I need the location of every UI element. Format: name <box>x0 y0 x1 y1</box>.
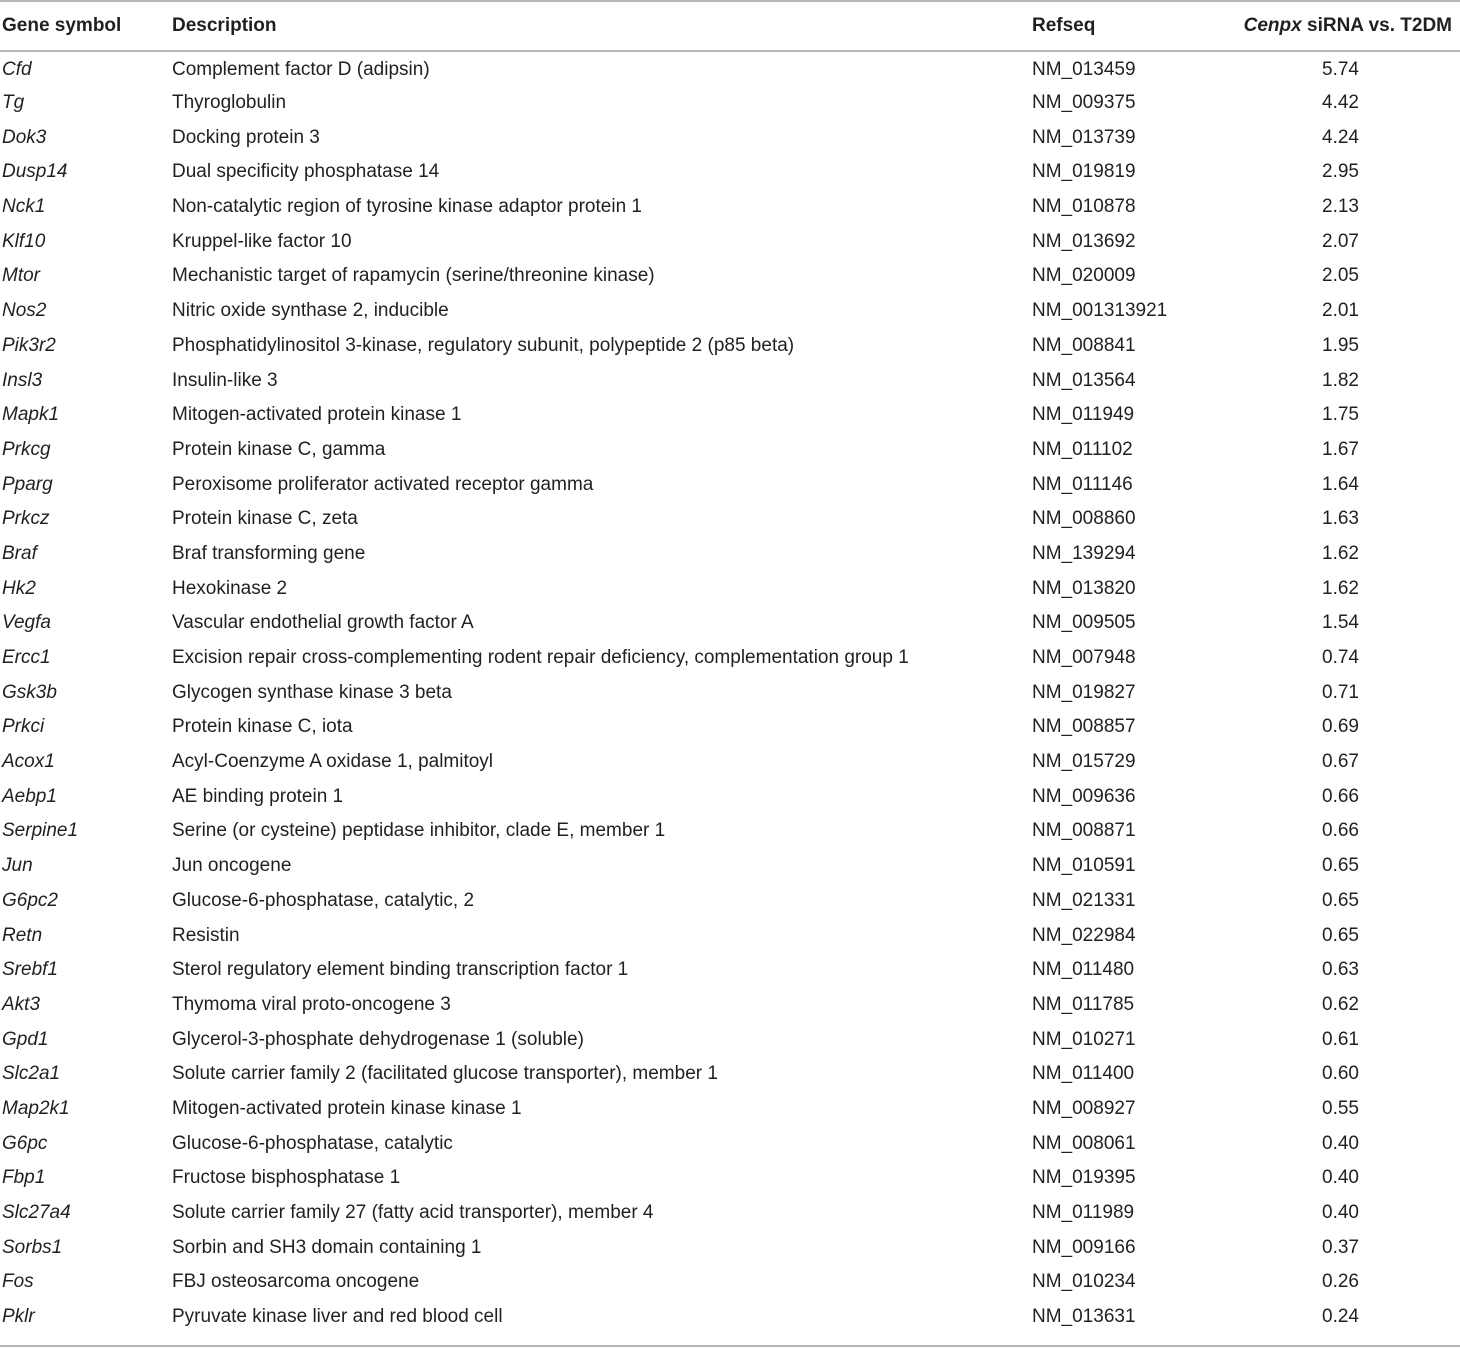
table-row <box>0 606 1460 641</box>
description-cell: Mitogen-activated protein kinase 1 <box>172 404 462 426</box>
header-fold-change <box>1228 1 1460 51</box>
gene-symbol-cell: Mtor <box>2 265 40 287</box>
description-cell: Serine (or cysteine) peptidase inhibitor, clade E, member 1 <box>172 820 666 842</box>
fold-change-cell: 0.40 <box>1322 1132 1359 1154</box>
refseq-cell: NM_008860 <box>1032 508 1136 530</box>
fold-change-cell: 0.67 <box>1322 751 1359 773</box>
fold-change-cell: 1.62 <box>1322 542 1359 564</box>
gene-symbol-cell: Prkcg <box>2 438 51 460</box>
gene-symbol-cell: Hk2 <box>2 577 36 599</box>
description-cell: Non-catalytic region of tyrosine kinase adaptor protein 1 <box>172 196 642 218</box>
refseq-cell: NM_011480 <box>1032 959 1135 981</box>
gene-symbol-cell: Nos2 <box>2 300 47 322</box>
refseq-cell: NM_013564 <box>1032 369 1136 391</box>
gene-symbol-cell: Pik3r2 <box>2 334 56 356</box>
gene-symbol-cell: Sorbs1 <box>2 1236 63 1258</box>
gene-symbol-cell: Akt3 <box>2 993 41 1015</box>
description-cell: Thyroglobulin <box>172 92 287 114</box>
description-cell: Protein kinase C, iota <box>172 716 353 738</box>
refseq-cell: NM_020009 <box>1032 265 1136 287</box>
table-row <box>0 884 1460 919</box>
description-cell: Pyruvate kinase liver and red blood cell <box>172 1306 503 1328</box>
fold-change-cell: 1.54 <box>1322 612 1359 634</box>
fold-change-cell: 1.63 <box>1322 508 1359 530</box>
table-body <box>0 51 1460 1334</box>
gene-symbol-cell: Fbp1 <box>2 1167 46 1189</box>
description-cell: Thymoma viral proto-oncogene 3 <box>172 993 451 1015</box>
gene-symbol-cell: Klf10 <box>2 230 46 252</box>
refseq-cell: NM_010591 <box>1032 855 1136 877</box>
table-row <box>0 51 1460 86</box>
fold-change-cell: 0.69 <box>1322 716 1359 738</box>
fold-change-cell: 2.01 <box>1322 300 1359 322</box>
refseq-cell: NM_015729 <box>1032 751 1136 773</box>
table-row <box>0 259 1460 294</box>
fold-change-cell: 1.95 <box>1322 334 1359 356</box>
header-description: Description <box>172 1 1032 51</box>
gene-symbol-cell: Serpine1 <box>2 820 79 842</box>
gene-symbol-cell: Aebp1 <box>2 785 57 807</box>
refseq-cell: NM_001313921 <box>1032 300 1168 322</box>
table-row <box>0 155 1460 190</box>
description-cell: Glucose-6-phosphatase, catalytic, 2 <box>172 889 475 911</box>
table-row <box>0 190 1460 225</box>
refseq-cell: NM_013631 <box>1032 1306 1136 1328</box>
table-row <box>0 1092 1460 1127</box>
fold-change-cell: 1.75 <box>1322 404 1359 426</box>
gene-symbol-cell: Dok3 <box>2 126 47 148</box>
fold-change-cell: 5.74 <box>1322 58 1359 80</box>
table-row <box>0 1230 1460 1265</box>
refseq-cell: NM_011989 <box>1032 1202 1135 1224</box>
fold-change-cell: 0.66 <box>1322 820 1359 842</box>
description-cell: Complement factor D (adipsin) <box>172 58 430 80</box>
fold-change-cell: 4.24 <box>1322 126 1359 148</box>
fold-change-cell: 2.07 <box>1322 230 1359 252</box>
fold-change-cell: 1.62 <box>1322 577 1359 599</box>
header-fold-change-gene: Cenpx <box>1243 15 1302 36</box>
description-cell: Protein kinase C, zeta <box>172 508 358 530</box>
refseq-cell: NM_139294 <box>1032 542 1136 564</box>
table-row <box>0 433 1460 468</box>
refseq-cell: NM_009505 <box>1032 612 1136 634</box>
refseq-cell: NM_013820 <box>1032 577 1136 599</box>
table-row <box>0 1265 1460 1300</box>
description-cell: FBJ osteosarcoma oncogene <box>172 1271 420 1293</box>
table-row <box>0 224 1460 259</box>
description-cell: Excision repair cross-complementing rodent repair deficiency, complementation group 1 <box>172 647 909 669</box>
refseq-cell: NM_013459 <box>1032 58 1136 80</box>
table-row <box>0 675 1460 710</box>
fold-change-cell: 0.24 <box>1322 1306 1359 1328</box>
fold-change-cell: 0.63 <box>1322 959 1359 981</box>
gene-symbol-cell: Gsk3b <box>2 681 57 703</box>
description-cell: Resistin <box>172 924 240 946</box>
refseq-cell: NM_008857 <box>1032 716 1136 738</box>
refseq-cell: NM_010271 <box>1032 1028 1136 1050</box>
table-row <box>0 1057 1460 1092</box>
fold-change-cell: 1.82 <box>1322 369 1359 391</box>
table-bottom-rule <box>0 1345 1460 1347</box>
gene-symbol-cell: Map2k1 <box>2 1097 70 1119</box>
description-cell: Vascular endothelial growth factor A <box>172 612 474 634</box>
fold-change-cell: 0.65 <box>1322 924 1359 946</box>
fold-change-cell: 0.65 <box>1322 889 1359 911</box>
gene-symbol-cell: Cfd <box>2 58 32 80</box>
table-row <box>0 120 1460 155</box>
table-row <box>0 710 1460 745</box>
gene-symbol-cell: Retn <box>2 924 43 946</box>
fold-change-cell: 0.71 <box>1322 681 1359 703</box>
table-row <box>0 537 1460 572</box>
description-cell: Braf transforming gene <box>172 542 366 564</box>
table-row <box>0 398 1460 433</box>
fold-change-cell: 0.62 <box>1322 993 1359 1015</box>
fold-change-cell: 0.65 <box>1322 855 1359 877</box>
gene-symbol-cell: Prkci <box>2 716 45 738</box>
fold-change-cell: 1.64 <box>1322 473 1359 495</box>
refseq-cell: NM_008871 <box>1032 820 1136 842</box>
table-row <box>0 849 1460 884</box>
table-row <box>0 641 1460 676</box>
refseq-cell: NM_010878 <box>1032 196 1136 218</box>
fold-change-cell: 0.40 <box>1322 1167 1359 1189</box>
gene-symbol-cell: Vegfa <box>2 612 51 634</box>
header-gene-symbol: Gene symbol <box>0 1 172 51</box>
description-cell: Sorbin and SH3 domain containing 1 <box>172 1236 482 1258</box>
gene-symbol-cell: Srebf1 <box>2 959 58 981</box>
refseq-cell: NM_008927 <box>1032 1097 1136 1119</box>
description-cell: Hexokinase 2 <box>172 577 288 599</box>
refseq-cell: NM_008061 <box>1032 1132 1136 1154</box>
fold-change-cell: 0.74 <box>1322 647 1359 669</box>
header-row <box>0 1 1460 51</box>
header-refseq: Refseq <box>1032 1 1228 51</box>
refseq-cell: NM_010234 <box>1032 1271 1136 1293</box>
description-cell: Mechanistic target of rapamycin (serine/threonine kinase) <box>172 265 655 287</box>
description-cell: Mitogen-activated protein kinase kinase 1 <box>172 1097 522 1119</box>
refseq-cell: NM_013692 <box>1032 230 1136 252</box>
refseq-cell: NM_009636 <box>1032 785 1136 807</box>
fold-change-cell: 2.13 <box>1322 196 1359 218</box>
gene-symbol-cell: Nck1 <box>2 196 46 218</box>
table-row <box>0 779 1460 814</box>
gene-symbol-cell: Mapk1 <box>2 404 60 426</box>
table-row <box>0 745 1460 780</box>
fold-change-cell: 0.66 <box>1322 785 1359 807</box>
fold-change-cell: 0.40 <box>1322 1202 1359 1224</box>
description-cell: Acyl-Coenzyme A oxidase 1, palmitoyl <box>172 751 494 773</box>
gene-symbol-cell: Fos <box>2 1271 34 1293</box>
fold-change-cell: 0.60 <box>1322 1063 1359 1085</box>
table-row <box>0 467 1460 502</box>
table-row <box>0 329 1460 364</box>
refseq-cell: NM_011785 <box>1032 993 1135 1015</box>
refseq-cell: NM_022984 <box>1032 924 1136 946</box>
refseq-cell: NM_009375 <box>1032 92 1136 114</box>
header-fold-change-label: siRNA vs. T2DM <box>1301 15 1452 36</box>
description-cell: Phosphatidylinositol 3-kinase, regulatory subunit, polypeptide 2 (p85 beta) <box>172 334 795 356</box>
gene-symbol-cell: Acox1 <box>2 751 55 773</box>
refseq-cell: NM_011102 <box>1032 438 1133 460</box>
description-cell: Sterol regulatory element binding transcription factor 1 <box>172 959 629 981</box>
description-cell: Peroxisome proliferator activated receptor gamma <box>172 473 594 495</box>
gene-symbol-cell: Slc2a1 <box>2 1063 61 1085</box>
fold-change-cell: 0.55 <box>1322 1097 1359 1119</box>
refseq-cell: NM_011949 <box>1032 404 1135 426</box>
gene-symbol-cell: Slc27a4 <box>2 1202 71 1224</box>
refseq-cell: NM_011400 <box>1032 1063 1135 1085</box>
table-header <box>0 1 1460 51</box>
description-cell: Dual specificity phosphatase 14 <box>172 161 440 183</box>
gene-symbol-cell: Tg <box>2 92 25 114</box>
table-row <box>0 1126 1460 1161</box>
table-row <box>0 953 1460 988</box>
gene-symbol-cell: Pklr <box>2 1306 35 1328</box>
description-cell: Glycerol-3-phosphate dehydrogenase 1 (soluble) <box>172 1028 584 1050</box>
table-row <box>0 502 1460 537</box>
gene-symbol-cell: Dusp14 <box>2 161 68 183</box>
description-cell: Fructose bisphosphatase 1 <box>172 1167 401 1189</box>
gene-symbol-cell: Prkcz <box>2 508 50 530</box>
table-row <box>0 571 1460 606</box>
gene-symbol-cell: Jun <box>2 855 33 877</box>
gene-symbol-cell: Braf <box>2 542 37 564</box>
gene-symbol-cell: Gpd1 <box>2 1028 49 1050</box>
refseq-cell: NM_009166 <box>1032 1236 1136 1258</box>
gene-symbol-cell: G6pc2 <box>2 889 58 911</box>
description-cell: Nitric oxide synthase 2, inducible <box>172 300 449 322</box>
description-cell: Glucose-6-phosphatase, catalytic <box>172 1132 453 1154</box>
refseq-cell: NM_011146 <box>1032 473 1133 495</box>
refseq-cell: NM_019395 <box>1032 1167 1136 1189</box>
description-cell: Glycogen synthase kinase 3 beta <box>172 681 452 703</box>
refseq-cell: NM_013739 <box>1032 126 1136 148</box>
description-cell: Solute carrier family 27 (fatty acid transporter), member 4 <box>172 1202 654 1224</box>
description-cell: Protein kinase C, gamma <box>172 438 386 460</box>
refseq-cell: NM_019827 <box>1032 681 1136 703</box>
table-row <box>0 294 1460 329</box>
gene-symbol-cell: Pparg <box>2 473 53 495</box>
fold-change-cell: 2.05 <box>1322 265 1359 287</box>
refseq-cell: NM_019819 <box>1032 161 1136 183</box>
fold-change-cell: 0.26 <box>1322 1271 1359 1293</box>
table-row <box>0 1196 1460 1231</box>
table-row <box>0 1022 1460 1057</box>
table-row <box>0 814 1460 849</box>
description-cell: Docking protein 3 <box>172 126 320 148</box>
table-row <box>0 86 1460 121</box>
table-row <box>0 1300 1460 1335</box>
fold-change-cell: 0.37 <box>1322 1236 1359 1258</box>
gene-symbol-cell: Ercc1 <box>2 647 51 669</box>
table-row <box>0 363 1460 398</box>
description-cell: AE binding protein 1 <box>172 785 344 807</box>
description-cell: Kruppel-like factor 10 <box>172 230 352 252</box>
fold-change-cell: 2.95 <box>1322 161 1359 183</box>
fold-change-cell: 1.67 <box>1322 438 1359 460</box>
refseq-cell: NM_021331 <box>1032 889 1136 911</box>
description-cell: Insulin-like 3 <box>172 369 278 391</box>
fold-change-cell: 0.61 <box>1322 1028 1359 1050</box>
gene-symbol-cell: G6pc <box>2 1132 48 1154</box>
table-row <box>0 1161 1460 1196</box>
fold-change-cell: 4.42 <box>1322 92 1359 114</box>
gene-symbol-cell: Insl3 <box>2 369 43 391</box>
table-row <box>0 918 1460 953</box>
description-cell: Solute carrier family 2 (facilitated glucose transporter), member 1 <box>172 1063 718 1085</box>
refseq-cell: NM_007948 <box>1032 647 1136 669</box>
table-row <box>0 988 1460 1023</box>
description-cell: Jun oncogene <box>172 855 292 877</box>
refseq-cell: NM_008841 <box>1032 334 1136 356</box>
